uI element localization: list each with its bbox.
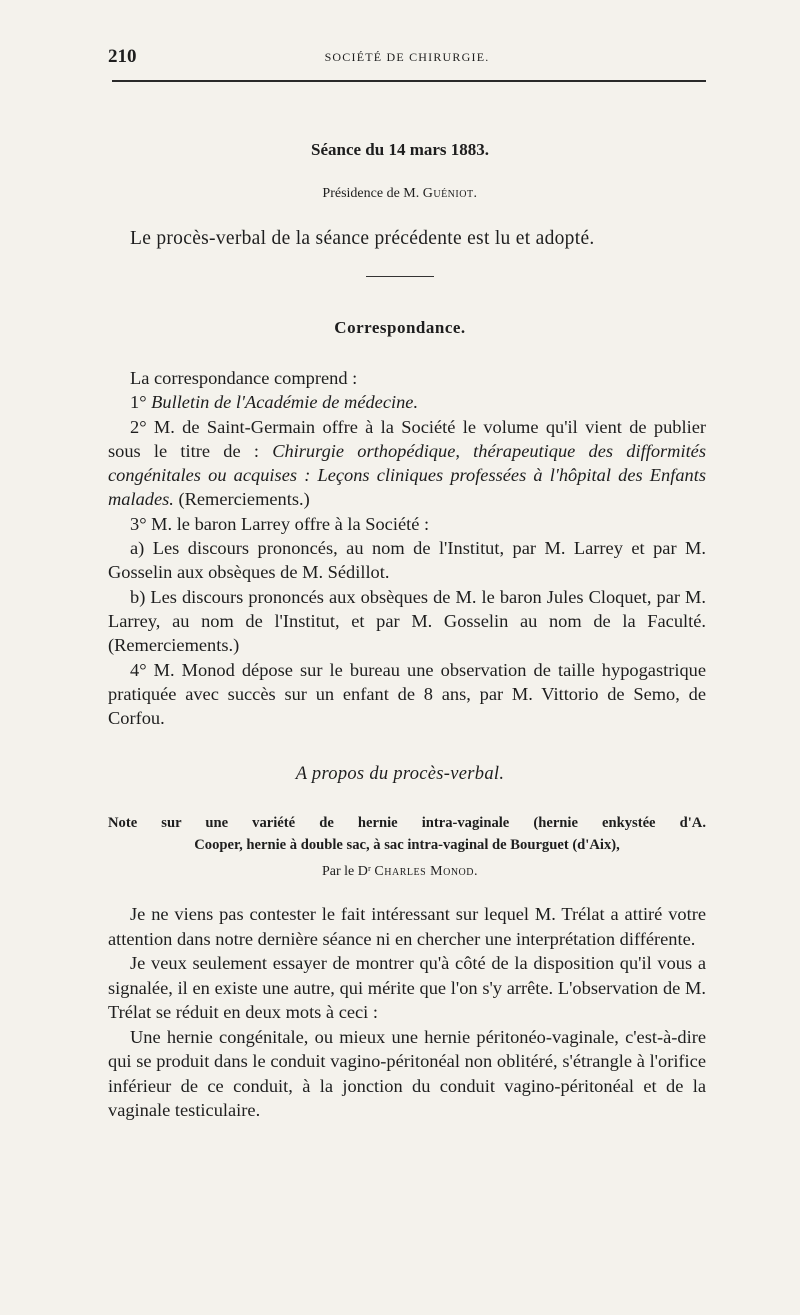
item-2-book-title: Chirurgie orthopédique, thérapeutique des difformités congénitales ou acquises : Leçons cliniques professées à l'hôpital des Enfants malades. <box>108 440 706 510</box>
running-title: SOCIÉTÉ DE CHIRURGIE. <box>324 50 490 64</box>
correspondence-intro: La correspondance comprend : <box>130 368 358 388</box>
note-title <box>108 812 706 856</box>
author-name: Charles Monod. <box>374 864 478 879</box>
header-rule <box>112 80 706 82</box>
section-divider <box>366 276 434 277</box>
correspondence-item-4: 4° M. Monod dépose sur le bureau une observation de taille hypogastrique pratiquée avec succès sur un enfant de 8 ans, par M. Vittorio de Semo, de Corfou. <box>108 659 706 729</box>
body-text <box>108 902 706 1123</box>
note-title-line-2: Cooper, hernie à double sac, à sac intra-vaginal de Bourguet (d'Aix), <box>194 837 620 853</box>
correspondence-list <box>108 366 706 730</box>
body-paragraph-1: Je ne viens pas contester le fait intéressant sur lequel M. Trélat a attiré votre attention dans notre dernière séance ni en chercher une interprétation différente. <box>108 904 706 949</box>
item-2-text: 2° M. de Saint-Germain offre à la Société le volume qu'il vient de publier sous le titre de : <box>108 416 706 461</box>
byline-prefix: Par le Dʳ <box>322 864 375 879</box>
note-title-line-1: Note sur une variété de hernie intra-vaginale (hernie enkystée d'A. <box>108 815 706 831</box>
item-1-title: Bulletin de l'Académie de médecine. <box>151 392 419 413</box>
running-head <box>108 46 706 70</box>
correspondence-item-3b: b) Les discours prononcés aux obsèques de M. le baron Jules Cloquet, par M. Larrey, au nom de l'Institut, et par M. Gosselin au nom de la Faculté. (Remerciements.) <box>108 586 706 656</box>
presidency-prefix: Présidence de M. <box>322 186 423 201</box>
correspondence-heading: Correspondance. <box>334 318 466 337</box>
item-1-number: 1° <box>130 392 152 413</box>
correspondence-item-3a: a) Les discours prononcés, au nom de l'Institut, par M. Larrey et par M. Gosselin aux obsèques de M. Sédillot. <box>108 538 706 583</box>
presidency-line <box>0 186 800 202</box>
item-2-thanks: (Remerciements.) <box>173 489 310 510</box>
correspondence-item-1 <box>108 390 706 414</box>
correspondence-item-2 <box>108 415 706 512</box>
author-byline <box>0 864 800 880</box>
page-number: 210 <box>108 46 137 67</box>
session-title: Séance du 14 mars 1883. <box>310 140 490 159</box>
correspondence-item-3: 3° M. le baron Larrey offre à la Société : <box>130 513 430 534</box>
president-name: Guéniot. <box>422 186 478 201</box>
minutes-statement: Le procès-verbal de la séance précédente est lu et adopté. <box>130 228 595 249</box>
body-paragraph-2: Je veux seulement essayer de montrer qu'à côté de la disposition qu'il vous a signalée, il en existe une autre, qui mérite que l'on s'y arrête. L'observation de M. Trélat se réduit en deux mots à ceci : <box>108 953 706 1022</box>
apropos-heading: A propos du procès-verbal. <box>295 764 505 784</box>
body-paragraph-3: Une hernie congénitale, ou mieux une hernie péritonéo-vaginale, c'est-à-dire qui se produit dans le conduit vagino-péritonéal non oblitéré, s'étrangle à l'orifice inférieur de ce conduit, à la jonction du conduit vagino-péritonéal et de la vaginale testiculaire. <box>108 1026 706 1120</box>
